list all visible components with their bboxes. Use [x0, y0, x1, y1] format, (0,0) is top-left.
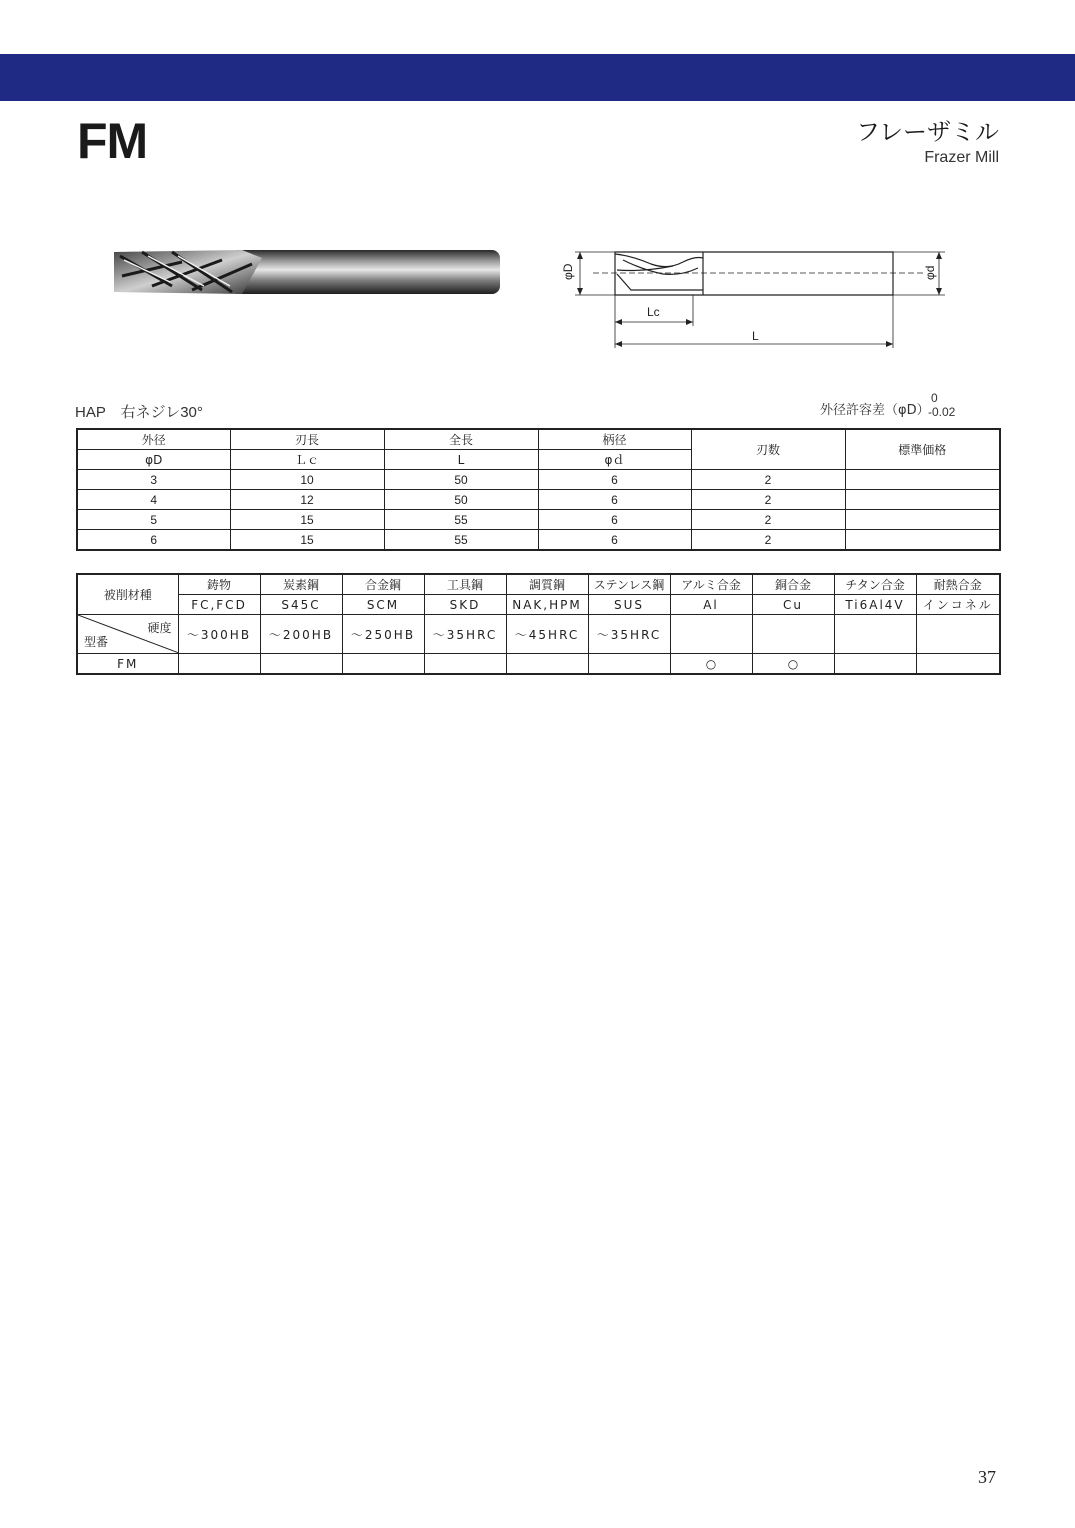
material-name: ステンレス鋼 [588, 574, 670, 595]
cell-D: 5 [77, 510, 230, 530]
hardness-row [77, 615, 1000, 654]
end-mill-photo [112, 246, 502, 296]
cell-price [845, 510, 1000, 530]
cell-d: 6 [538, 530, 691, 551]
cell-L: 55 [384, 530, 538, 551]
hardness-model-corner [77, 615, 178, 654]
cell-L: 50 [384, 490, 538, 510]
cell-price [845, 490, 1000, 510]
cell-D: 3 [77, 470, 230, 490]
cell-d: 6 [538, 490, 691, 510]
product-code: FM [77, 113, 148, 169]
material-code: SCM [342, 595, 424, 615]
material-label: 被削材種 [77, 574, 178, 615]
suitability-cell [424, 654, 506, 675]
spec-header-row [77, 429, 1000, 450]
cell-price [845, 470, 1000, 490]
header-flute-length: 刃長 [230, 429, 384, 450]
material-code: SKD [424, 595, 506, 615]
material-name: 合金鋼 [342, 574, 424, 595]
suitability-cell [178, 654, 260, 675]
suitability-cell [260, 654, 342, 675]
material-code: Ti6Al4V [834, 595, 916, 615]
suitability-cell [506, 654, 588, 675]
model-code: FM [77, 654, 178, 675]
suitability-cell [916, 654, 1000, 675]
cell-flutes: 2 [691, 530, 845, 551]
cell-flutes: 2 [691, 510, 845, 530]
material-name: 調質鋼 [506, 574, 588, 595]
symbol-d: φｄ [538, 450, 691, 470]
hardness-value: ～250HB [342, 615, 424, 654]
header-shank-diameter: 柄径 [538, 429, 691, 450]
product-title-jp: フレーザミル [855, 118, 999, 146]
suitability-cell [834, 654, 916, 675]
hardness-value: ～45HRC [506, 615, 588, 654]
page-number: 37 [978, 1467, 996, 1487]
table-row [77, 490, 1000, 510]
cell-Lc: 15 [230, 530, 384, 551]
tolerance-label: 外径許容差（φD） [820, 403, 930, 418]
cell-D: 6 [77, 530, 230, 551]
material-code: Cu [752, 595, 834, 615]
hardness-value: ～300HB [178, 615, 260, 654]
material-name: 工具鋼 [424, 574, 506, 595]
cell-flutes: 2 [691, 470, 845, 490]
table-row [77, 470, 1000, 490]
cell-Lc: 10 [230, 470, 384, 490]
header-outer-diameter: 外径 [77, 429, 230, 450]
material-code-row [77, 595, 1000, 615]
cell-flutes: 2 [691, 490, 845, 510]
cell-Lc: 12 [230, 490, 384, 510]
table-row [77, 510, 1000, 530]
material-code: Al [670, 595, 752, 615]
suitability-cell: ○ [752, 654, 834, 675]
cell-D: 4 [77, 490, 230, 510]
header-band [0, 54, 1075, 101]
suitability-cell [588, 654, 670, 675]
spec-table [76, 428, 1001, 551]
header-flutes: 刃数 [691, 429, 845, 470]
material-code: インコネル [916, 595, 1000, 615]
dimension-drawing [553, 240, 953, 355]
hardness-value: ～200HB [260, 615, 342, 654]
symbol-D: φD [77, 450, 230, 470]
lc-label: Lc [647, 305, 660, 319]
tolerance-upper: 0 [931, 391, 938, 405]
material-code: SUS [588, 595, 670, 615]
model-row [77, 654, 1000, 675]
l-label: L [752, 329, 759, 343]
header-overall-length: 全長 [384, 429, 538, 450]
suitability-cell [342, 654, 424, 675]
material-table [76, 573, 1001, 675]
hardness-value: ～35HRC [424, 615, 506, 654]
material-name: 銅合金 [752, 574, 834, 595]
cell-Lc: 15 [230, 510, 384, 530]
hardness-value [834, 615, 916, 654]
phi-d-label: φd [923, 265, 937, 280]
hardness-value [916, 615, 1000, 654]
model-label: 型番 [84, 635, 109, 649]
product-title-en: Frazer Mill [924, 149, 999, 166]
material-name-row [77, 574, 1000, 595]
cell-price [845, 530, 1000, 551]
header-price: 標準価格 [845, 429, 1000, 470]
material-code: FC,FCD [178, 595, 260, 615]
hardness-value: ～35HRC [588, 615, 670, 654]
material-code: S45C [260, 595, 342, 615]
hardness-label: 硬度 [147, 621, 172, 635]
symbol-Lc: Ｌｃ [230, 450, 384, 470]
material-name: チタン合金 [834, 574, 916, 595]
material-name: 炭素鋼 [260, 574, 342, 595]
table-row [77, 530, 1000, 551]
material-name: アルミ合金 [670, 574, 752, 595]
cell-d: 6 [538, 470, 691, 490]
tolerance-lower: -0.02 [928, 405, 956, 419]
cell-L: 50 [384, 470, 538, 490]
cell-d: 6 [538, 510, 691, 530]
material-name: 耐熱合金 [916, 574, 1000, 595]
helix-note: HAP 右ネジレ30° [75, 404, 203, 421]
symbol-L: L [384, 450, 538, 470]
phi-D-label: φD [561, 263, 575, 280]
material-code: NAK,HPM [506, 595, 588, 615]
hardness-value [670, 615, 752, 654]
cell-L: 55 [384, 510, 538, 530]
suitability-cell: ○ [670, 654, 752, 675]
hardness-value [752, 615, 834, 654]
material-name: 鋳物 [178, 574, 260, 595]
